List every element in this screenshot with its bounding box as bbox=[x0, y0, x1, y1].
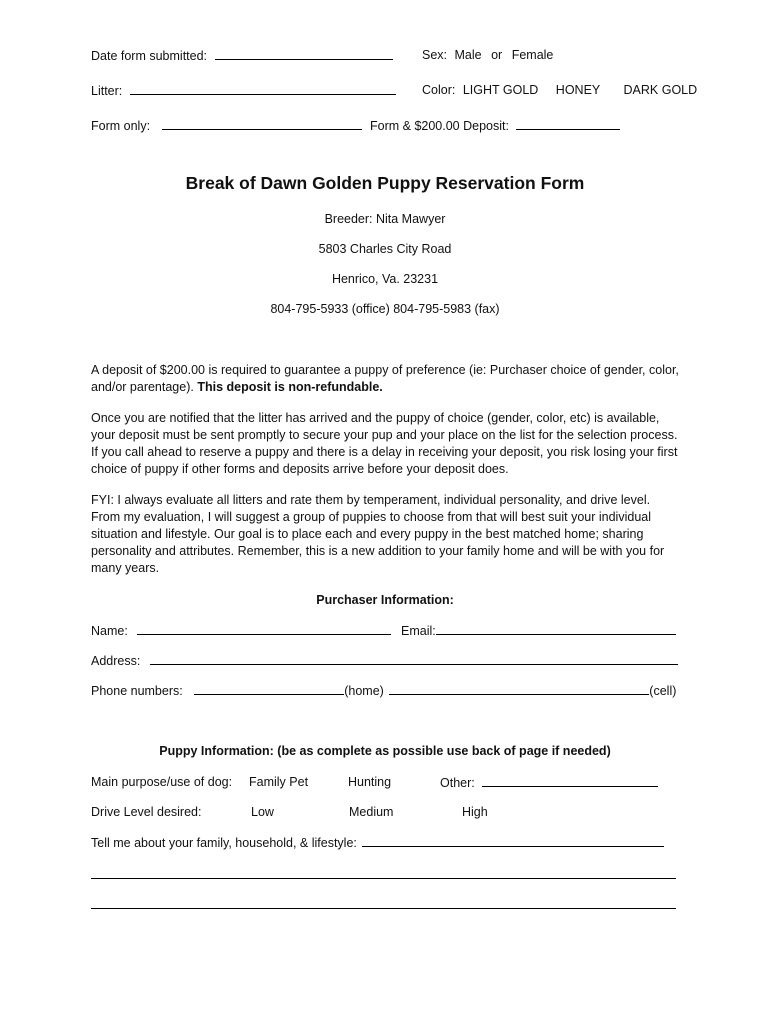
address-field[interactable] bbox=[150, 652, 678, 665]
breeder-phones: 804-795-5933 (office) 804-795-5983 (fax) bbox=[270, 302, 500, 316]
breeder-address-street: 5803 Charles City Road bbox=[318, 242, 452, 256]
email-row bbox=[401, 622, 676, 639]
form-title: Break of Dawn Golden Puppy Reservation Form bbox=[185, 173, 585, 193]
form-deposit-label: Form & $200.00 Deposit: bbox=[370, 119, 509, 133]
email-label: Email: bbox=[401, 624, 436, 638]
sex-option-female[interactable]: Female bbox=[511, 48, 554, 62]
non-refundable-notice: This deposit is non-refundable. bbox=[197, 380, 383, 394]
purpose-other-row bbox=[440, 774, 658, 791]
purchaser-heading: Purchaser Information: bbox=[316, 593, 454, 607]
phone-row bbox=[91, 682, 676, 699]
color-option-dark-gold[interactable]: DARK GOLD bbox=[623, 83, 698, 97]
address-row bbox=[91, 652, 678, 669]
phone-label: Phone numbers: bbox=[91, 684, 183, 698]
color-label: Color: bbox=[422, 83, 456, 97]
puppy-heading: Puppy Information: (be as complete as possible use back of page if needed) bbox=[159, 744, 611, 758]
name-label: Name: bbox=[91, 624, 128, 638]
drive-option-medium[interactable]: Medium bbox=[349, 805, 394, 819]
form-deposit-row bbox=[370, 117, 620, 134]
address-label: Address: bbox=[91, 654, 141, 668]
form-deposit-field[interactable] bbox=[516, 117, 620, 130]
purpose-option-hunting[interactable]: Hunting bbox=[348, 775, 392, 789]
sex-or-text: or bbox=[491, 48, 503, 62]
date-submitted-field[interactable] bbox=[215, 47, 393, 60]
name-field[interactable] bbox=[137, 622, 391, 635]
color-row bbox=[422, 82, 697, 98]
sex-row bbox=[422, 47, 553, 63]
family-row bbox=[91, 834, 664, 851]
family-extra-line-1[interactable] bbox=[91, 878, 676, 879]
color-option-light-gold[interactable]: LIGHT GOLD bbox=[462, 83, 539, 97]
fyi-paragraph: FYI: I always evaluate all litters and rate them by temperament, individual personality, and drive level. From my evaluation, I will suggest a group of puppies to choose from that will best suit your individual situation and lifestyle. Our goal is to place each and every puppy in the best matched home; sharing personality and attributes. Remember, this is a new addition to your family home and will be with you for many years. bbox=[91, 493, 665, 575]
deposit-paragraph bbox=[91, 362, 681, 396]
color-option-honey[interactable]: HONEY bbox=[555, 83, 601, 97]
purpose-other-label: Other: bbox=[440, 776, 475, 790]
purpose-label: Main purpose/use of dog: bbox=[91, 775, 233, 789]
home-phone-field[interactable] bbox=[194, 682, 344, 695]
breeder-address-city: Henrico, Va. 23231 bbox=[331, 272, 439, 286]
deposit-paragraph-text: A deposit of $200.00 is required to guarantee a puppy of preference (ie: Purchaser choice of gender, color, and/or parentage). bbox=[91, 363, 679, 394]
purpose-other-field[interactable] bbox=[482, 774, 658, 787]
drive-level-label: Drive Level desired: bbox=[91, 805, 202, 819]
sex-label: Sex: bbox=[422, 48, 448, 62]
name-row bbox=[91, 622, 391, 639]
breeder-name: Breeder: Nita Mawyer bbox=[324, 212, 446, 226]
cell-phone-field[interactable] bbox=[389, 682, 649, 695]
date-submitted-row bbox=[91, 47, 393, 64]
form-only-row bbox=[91, 117, 362, 134]
home-phone-label: (home) bbox=[344, 684, 384, 698]
email-field[interactable] bbox=[436, 622, 676, 635]
date-submitted-label: Date form submitted: bbox=[91, 49, 208, 63]
drive-option-low[interactable]: Low bbox=[251, 805, 274, 819]
purpose-option-family-pet[interactable]: Family Pet bbox=[249, 775, 309, 789]
form-only-field[interactable] bbox=[162, 117, 362, 130]
litter-label: Litter: bbox=[91, 84, 123, 98]
family-label: Tell me about your family, household, & lifestyle: bbox=[91, 836, 357, 850]
sex-option-male[interactable]: Male bbox=[454, 48, 482, 62]
cell-phone-label: (cell) bbox=[649, 684, 677, 698]
drive-option-high[interactable]: High bbox=[462, 805, 488, 819]
litter-row bbox=[91, 82, 396, 99]
notification-paragraph: Once you are notified that the litter has arrived and the puppy of choice (gender, color, etc) is available, your deposit must be sent promptly to secure your pup and your place on the list for the selection process. If you call ahead to reserve a puppy and there is a delay in receiving your deposit, you risk losing your first choice of puppy if other forms and deposits arrive before your deposit does. bbox=[91, 411, 678, 476]
family-extra-line-2[interactable] bbox=[91, 908, 676, 909]
litter-field[interactable] bbox=[130, 82, 396, 95]
family-field[interactable] bbox=[362, 834, 664, 847]
form-only-label: Form only: bbox=[91, 119, 151, 133]
